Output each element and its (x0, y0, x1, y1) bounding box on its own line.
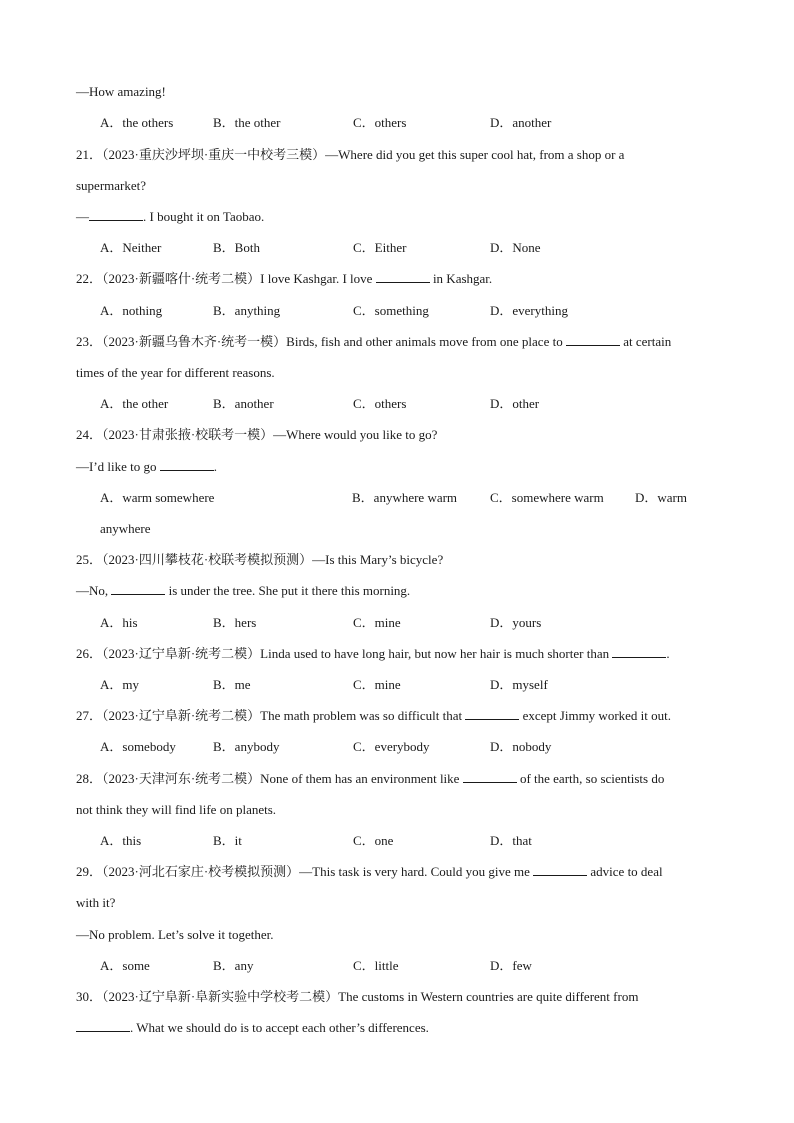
q20-option-c: C．others (353, 115, 407, 130)
q29-option-b: B．any (213, 958, 254, 973)
q27-option-c: C．everybody (353, 739, 430, 754)
q29-options (100, 958, 720, 974)
q28-option-c: C．one (353, 833, 394, 848)
q26-options (100, 677, 720, 693)
q22-option-c: C．something (353, 303, 429, 318)
q23-options (100, 396, 720, 412)
q22-stem: 22．（2023·新疆喀什·统考二模）I love Kashgar. I love in Kashgar. (76, 271, 493, 286)
q29-reply: —No problem. Let’s solve it together. (76, 927, 274, 942)
q29-stem: 29．（2023·河北石家庄·校考模拟预测）—This task is very hard. Could you give me advice to deal (76, 864, 663, 879)
q25-options (100, 615, 720, 631)
q21-stem-line2: supermarket? (76, 178, 147, 193)
q26-option-b: B．me (213, 677, 251, 692)
answer-blank (533, 864, 587, 876)
q24-reply: —I’d like to go . (76, 459, 218, 474)
answer-blank (376, 271, 430, 283)
q24-options (100, 490, 720, 506)
q24-option-b: B．anywhere warm (352, 490, 458, 505)
q22-options (100, 303, 720, 319)
q29-option-c: C．little (353, 958, 399, 973)
q21-option-a: A．Neither (100, 240, 162, 255)
answer-blank (463, 771, 517, 783)
q24-stem: 24．（2023·甘肃张掖·校联考一模）—Where would you like to go? (76, 427, 438, 442)
q24-option-d-wrap: anywhere (100, 521, 151, 536)
q23-stem-line2: times of the year for different reasons. (76, 365, 275, 380)
q25-option-b: B．hers (213, 615, 257, 630)
answer-blank (465, 708, 519, 720)
q20-option-a: A．the others (100, 115, 174, 130)
answer-blank (612, 646, 666, 658)
q20-options (100, 115, 720, 131)
q23-option-c: C．others (353, 396, 407, 411)
q21-reply: — . I bought it on Taobao. (76, 209, 265, 224)
q21-stem: 21．（2023·重庆沙坪坝·重庆一中校考三模）—Where did you get this super cool hat, from a shop or a (76, 147, 625, 162)
q22-option-d: D．everything (490, 303, 568, 318)
answer-blank (111, 583, 165, 595)
q21-options (100, 240, 720, 256)
q27-option-b: B．anybody (213, 739, 280, 754)
q20-option-b: B．the other (213, 115, 281, 130)
q28-option-a: A．this (100, 833, 142, 848)
q28-options (100, 833, 720, 849)
q26-stem: 26．（2023·辽宁阜新·统考二模）Linda used to have long hair, but now her hair is much shorter than . (76, 646, 670, 661)
q28-stem: 28．（2023·天津河东·统考二模）None of them has an environment like of the earth, so scientists do (76, 771, 665, 786)
q21-option-b: B．Both (213, 240, 260, 255)
q21-option-c: C．Either (353, 240, 407, 255)
q29-option-d: D．few (490, 958, 532, 973)
q28-option-d: D．that (490, 833, 532, 848)
q24-option-c: C．somewhere warm (490, 490, 604, 505)
q26-option-c: C．mine (353, 677, 401, 692)
intro-reply: —How amazing! (76, 84, 166, 99)
q30-stem-line2: . What we should do is to accept each other’s differences. (76, 1020, 716, 1036)
answer-blank (76, 1020, 130, 1032)
answer-blank (160, 459, 214, 471)
q27-options (100, 739, 720, 755)
q23-option-a: A．the other (100, 396, 169, 411)
q28-stem-line2: not think they will find life on planets. (76, 802, 277, 817)
q26-option-d: D．myself (490, 677, 548, 692)
q22-option-b: B．anything (213, 303, 281, 318)
q25-option-c: C．mine (353, 615, 401, 630)
q25-reply: —No, is under the tree. She put it there this morning. (76, 583, 411, 598)
q25-option-a: A．his (100, 615, 138, 630)
answer-blank (89, 209, 143, 221)
q29-stem-line2: with it? (76, 895, 116, 910)
q25-option-d: D．yours (490, 615, 542, 630)
q29-option-a: A．some (100, 958, 150, 973)
q22-option-a: A．nothing (100, 303, 163, 318)
q28-option-b: B．it (213, 833, 242, 848)
q25-stem: 25．（2023·四川攀枝花·校联考模拟预测）—Is this Mary’s bicycle? (76, 552, 444, 567)
q26-option-a: A．my (100, 677, 140, 692)
q24-option-a: A．warm somewhere (100, 490, 215, 505)
q27-stem: 27．（2023·辽宁阜新·统考二模）The math problem was so difficult that except Jimmy worked it out. (76, 708, 671, 723)
q30-stem: 30．（2023·辽宁阜新·阜新实验中学校考二模）The customs in Western countries are quite different from (76, 989, 639, 1004)
q27-option-d: D．nobody (490, 739, 552, 754)
answer-blank (566, 334, 620, 346)
q23-option-d: D．other (490, 396, 540, 411)
q27-option-a: A．somebody (100, 739, 176, 754)
q23-option-b: B．another (213, 396, 274, 411)
q23-stem: 23．（2023·新疆乌鲁木齐·统考一模）Birds, fish and other animals move from one place to at certain (76, 334, 672, 349)
q24-option-d: D．warm (635, 490, 687, 505)
q21-option-d: D．None (490, 240, 541, 255)
q20-option-d: D．another (490, 115, 552, 130)
